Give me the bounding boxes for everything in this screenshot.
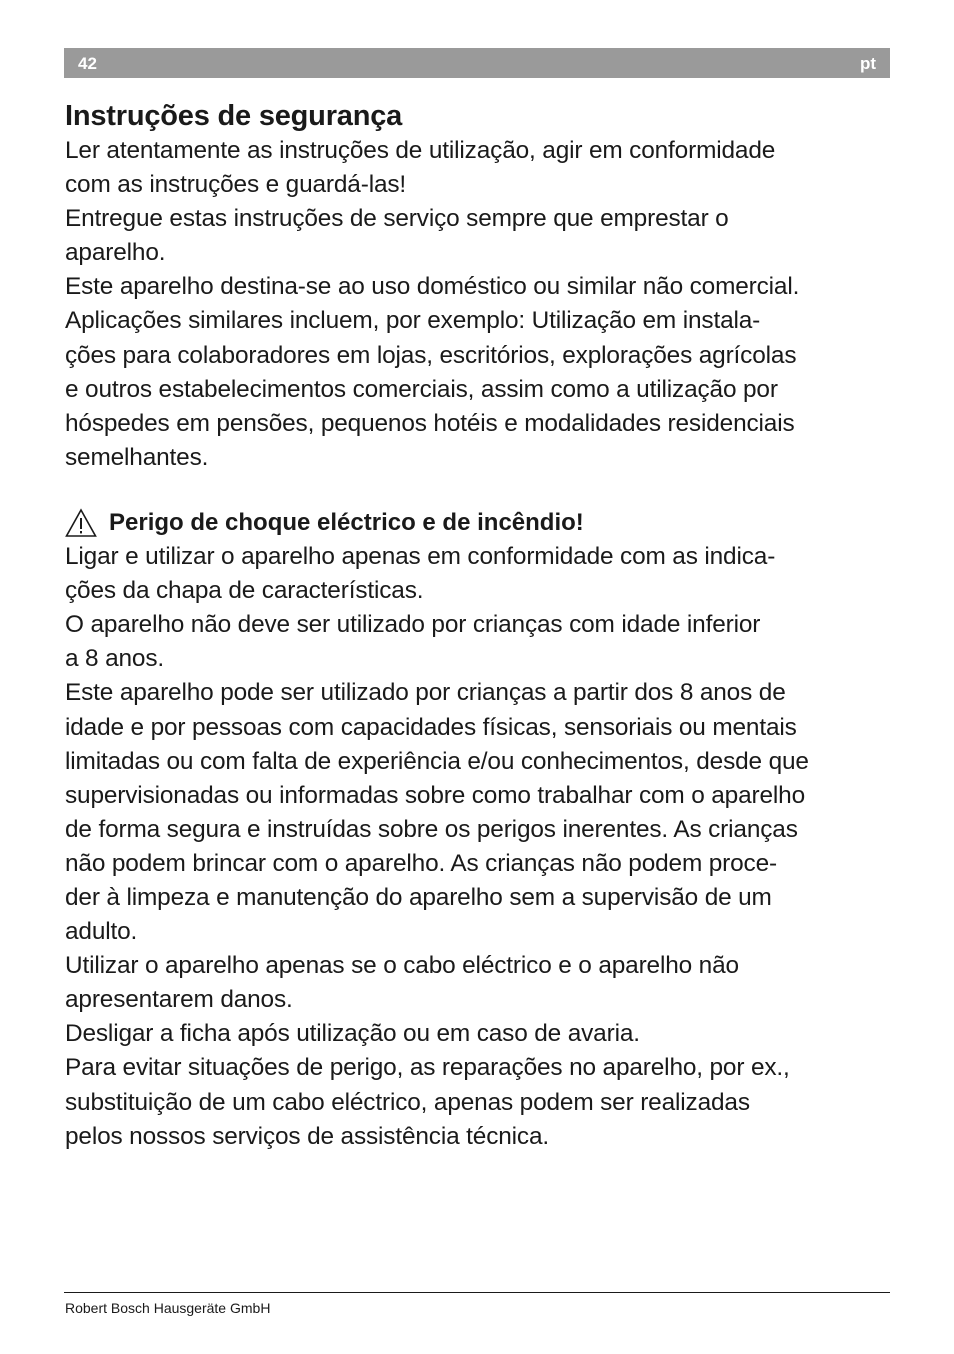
text-line: apresentarem danos. [65,986,293,1014]
page-number: 42 [78,54,97,73]
language-code: pt [859,54,876,73]
text-line: Entregue estas instruções de serviço sempre que emprestar o [65,205,729,233]
text-line: hóspedes em pensões, pequenos hotéis e modalidades residenciais [65,409,795,437]
text-line: limitadas ou com falta de experiência e/ou conhecimentos, desde que [65,747,809,775]
text-line: semelhantes. [65,443,209,471]
text-line: Este aparelho destina-se ao uso doméstico ou similar não comercial. [65,273,800,301]
text-line: de forma segura e instruídas sobre os perigos inerentes. As crianças [65,815,798,843]
text-line: Ler atentamente as instruções de utilização, agir em conformidade [65,137,776,164]
text-line: Utilizar o aparelho apenas se o cabo eléctrico e o aparelho não [65,952,739,980]
text-line: não podem brincar com o aparelho. As crianças não podem proce- [65,849,777,877]
text-line: e outros estabelecimentos comerciais, assim como a utilização por [65,375,778,403]
text-line: Aplicações similares incluem, por exemplo: Utilização em instala- [65,307,761,335]
paragraph-gap [65,475,895,506]
text-line: com as instruções e guardá-las! [65,171,407,199]
footer-divider [64,1292,890,1293]
text-line: ções para colaboradores em lojas, escritórios, explorações agrícolas [65,341,797,369]
warning-triangle-icon [65,508,97,538]
warning-heading-text: Perigo de choque eléctrico e de incêndio! [109,508,584,536]
text-line: adulto. [65,918,138,946]
text-line: Este aparelho pode ser utilizado por crianças a partir dos 8 anos de [65,679,786,707]
text-line: a 8 anos. [65,645,164,673]
text-line: substituição de um cabo eléctrico, apenas podem ser realizadas [65,1088,750,1116]
text-line: aparelho. [65,239,166,267]
text-line: O aparelho não deve ser utilizado por crianças com idade inferior [65,611,761,639]
text-line: pelos nossos serviços de assistência técnica. [65,1122,550,1150]
footer-company: Robert Bosch Hausgeräte GmbH [65,1300,271,1316]
intro-paragraph [65,134,895,475]
text-line: idade e por pessoas com capacidades físicas, sensoriais ou mentais [65,713,797,741]
page-header-bar [64,48,890,78]
text-line: Ligar e utilizar o aparelho apenas em conformidade com as indica- [65,543,776,571]
warning-heading [65,506,895,540]
text-line: Para evitar situações de perigo, as reparações no aparelho, por ex., [65,1054,790,1082]
text-line: Desligar a ficha após utilização ou em caso de avaria. [65,1020,640,1048]
warning-paragraph [65,540,895,1154]
text-line: supervisionadas ou informadas sobre como trabalhar com o aparelho [65,781,806,809]
text-line: der à limpeza e manutenção do aparelho sem a supervisão de um [65,883,772,911]
page-content [65,98,895,1154]
section-title: Instruções de segurança [65,100,403,132]
text-line: ções da chapa de características. [65,577,424,605]
